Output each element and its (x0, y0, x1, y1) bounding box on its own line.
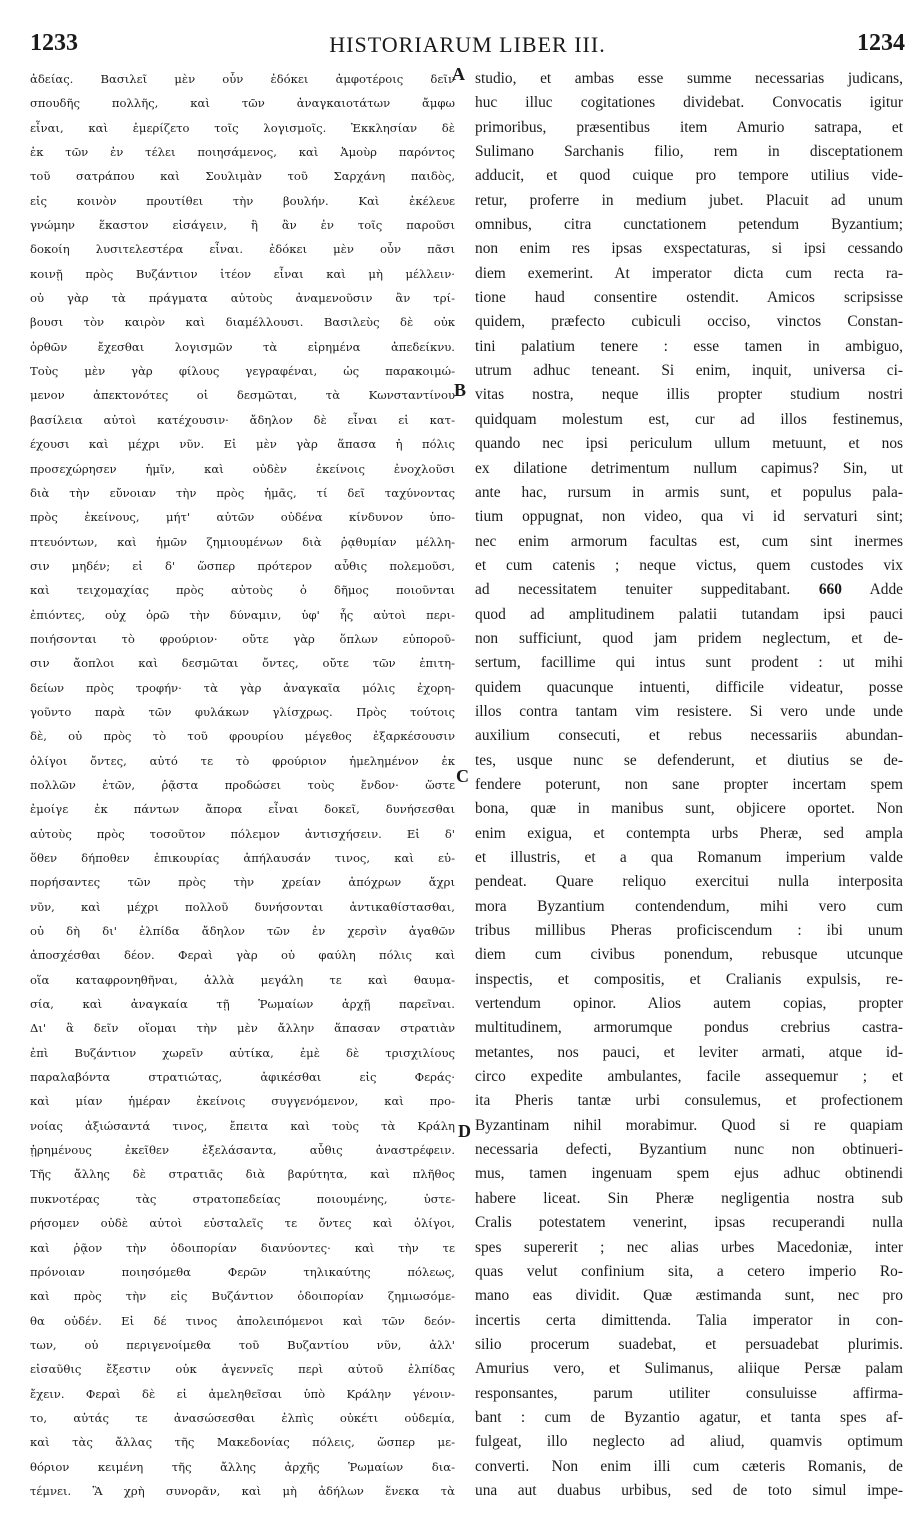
greek-text-line: ἐμοίγε ἐκ πάντων ἄπορα εἶναι δοκεῖ, δυνήσεσθαι (30, 802, 455, 817)
latin-text-line: illos contra tantam vim resistere. Si vero unde unde (475, 702, 903, 720)
latin-text-line: et illustris, et a qua Romanum imperium valde (475, 849, 903, 866)
latin-text-line: diem exemerint. At imperator dicta cum recta ra- (475, 264, 903, 282)
greek-text-line: αὐτοὺς πρὸς τοσοῦτον πόλεμον ἀντισχήσειν. Εἰ δ' (30, 826, 455, 841)
latin-text-line: mora Byzantium contendendum, mihi vero cum (475, 897, 903, 915)
greek-text-line: νῦν, καὶ μέχρι πολλοῦ δυνήσονται ἀντικαθίστασθαι, (30, 899, 455, 914)
greek-text-line: ἐκ τῶν ἐν τέλει ποιησάμενος, καὶ Ἀμοὺρ παρόντος (30, 145, 455, 160)
greek-text-line: πρόνοιαν ποιησόμεθα Φερῶν τηλικαύτης πόλεως, (30, 1264, 455, 1279)
latin-text-line: Byzantinam nihil morabimur. Quod si re quapiam (475, 1116, 903, 1134)
latin-text-line: bant : cum de Byzantio agatur, et tanta spes af- (475, 1408, 903, 1426)
latin-column (475, 67, 903, 1503)
latin-text-line: spes supererit ; nec alias urbes Macedoniæ, inter (475, 1238, 903, 1256)
latin-text-line: enim exigua, et contempta urbs Pheræ, sed ampla (475, 824, 903, 842)
greek-text-line: ᾑρημένους ἐκεῖθεν ἐξελάσαντα, αὖθις ἀναστρέφειν. (30, 1143, 455, 1158)
greek-text-line: Τοὺς μὲν γὰρ φίλους γεγραφέναι, ὡς παρακοιμώ- (30, 364, 455, 379)
latin-text-line: primoribus, præsentibus item Amurio satrapa, et (475, 118, 903, 136)
greek-text-line: παραλαβόντα στρατιώτας, ἀφικέσθαι εἰς Φεράς· (30, 1070, 455, 1085)
latin-text-line: mus, tamen ingenuam spem ejus adhuc obtinendi (475, 1165, 903, 1183)
latin-text-line: non sufficiunt, quod jam pridem neglectum, et de- (475, 629, 903, 647)
greek-text-line: καὶ τὰς ἄλλας τῆς Μακεδονίας πόλεις, ὥσπερ με- (30, 1435, 455, 1450)
greek-column (30, 67, 455, 1503)
latin-text-line: una aut duabus urbibus, sed de toto simul impe- (475, 1481, 903, 1499)
left-page-number: 1233 (30, 30, 78, 56)
latin-text-line: quando nec ipsi periculum ullum metuunt, et nos (475, 435, 903, 453)
latin-text-line: habere liceat. Sin Pheræ negligentia nostra sub (475, 1189, 903, 1207)
latin-text-line: inspectis, et compositis, et Cralianis expulsis, re- (475, 970, 903, 988)
latin-text-line: circo expedite ambulantes, facile assequemur ; et (475, 1068, 903, 1086)
greek-text-line: μενον ἀπεκτονότες οἱ δεσμῶται, τὰ Κωνσταντίνου (30, 388, 455, 403)
greek-text-line: των, οὐ περιγενοίμεθα τοῦ Βυζαντίου νῦν, ἀλλ' (30, 1337, 455, 1352)
greek-text-line: εἶναι, καὶ ἐμερίζετο τοῖς λογισμοῖς. Ἐκκλησίαν δὲ (30, 120, 455, 135)
latin-text-line: quidquam molestum est, cur ad illos festinemus, (475, 410, 903, 428)
greek-text-line: ρήσομεν οὐδὲ αὐτοὶ εὐσταλεῖς τε ὄντες καὶ ὀλίγοι, (30, 1216, 455, 1231)
margin-marker-a: A (452, 64, 465, 84)
folio-marker: 660 (818, 581, 842, 599)
latin-text-line: necessaria defecti, Byzantium nunc non obtinueri- (475, 1141, 903, 1159)
greek-text-line: βασίλεια αὐτοὶ κατέχουσιν· ἄδηλον δὲ εἶναι εἰ κατ- (30, 412, 455, 427)
greek-text-line: προσεχώρησεν ἡμῖν, καὶ οὐδὲν ἐκείνοις ἐνοχλοῦσι (30, 461, 455, 476)
latin-text-line: utrum adhuc teneant. Si enim, inquit, universa ci- (475, 362, 903, 380)
latin-text-line: Sulimano Sarchanis filio, rem in disceptationem (475, 143, 903, 161)
latin-text-line: vertendum opinor. Alios autem copias, propter (475, 995, 903, 1013)
greek-text-line: οὐ δὴ δι' ἐλπίδα ἄδηλον τῶν ἐν χερσὶν ἀγαθῶν (30, 924, 455, 939)
running-title: HISTORIARUM LIBER III. (329, 32, 606, 57)
margin-marker-b: B (454, 380, 467, 400)
greek-text-line: ὀλίγοι ὄντες, αὐτό τε τὸ φρούριον ἠμελημένον ἐκ (30, 753, 455, 768)
latin-text-line: auxilium consecuti, et rebus necessariis abundan- (475, 727, 903, 745)
latin-text-line: ex dilatione detrimentum nullum capimus? Sin, ut (475, 459, 903, 477)
greek-text-line: θόριον κειμένη τῆς ἄλλης ἀρχῆς Ῥωμαίων δια- (30, 1459, 455, 1474)
latin-text-fragment: ad necessitatem tenuiter suppeditabant. (475, 581, 791, 599)
latin-text-line: studio, et ambas esse summe necessarias judicans, (475, 70, 903, 87)
latin-text-line: tione haud consentire ostendit. Amicos scripsisse (475, 289, 903, 307)
latin-text-line: vitas nostra, neque illis propter studium nostri (475, 386, 903, 404)
greek-text-line: ἐπιόντες, οὐχ ὁρῶ τὴν δύναμιν, ὑφ' ἧς αὐτοὶ περι- (30, 607, 455, 622)
latin-text-line: omnibus, citra cunctationem petendum Byzantium; (475, 216, 903, 234)
latin-text-line: metantes, nos pauci, et leviter armati, atque id- (475, 1043, 903, 1061)
latin-text-line: multitudinem, armorumque pondus crebrius castra- (475, 1019, 903, 1037)
greek-text-line: εἰσαῦθις ἔξεστιν οὐκ ἀγεννεῖς περὶ αὐτοῦ ἐλπίδας (30, 1362, 455, 1377)
greek-text-line: πρὸς ἐκείνους, μήτ' αὐτῶν οὐδένα κίνδυνον ὑπο- (30, 510, 455, 525)
greek-text-line: πτευόντων, καὶ ἡμῶν ζημιουμένων διὰ ῥᾳθυμίαν μέλλη- (30, 534, 455, 549)
greek-text-line: ἀποσχέσθαι δέον. Φεραὶ γὰρ οὐ φαύλη πόλις καὶ (30, 948, 455, 963)
greek-text-line: Δι' ἃ δεῖν οἴομαι τὴν μὲν ἄλλην ἅπασαν στρατιὰν (30, 1021, 455, 1036)
greek-text-line: σία, καὶ ἀναγκαία τῇ Ῥωμαίων ἀρχῇ παρεῖναι. (30, 997, 455, 1012)
latin-text-line: converti. Non enim illi cum cæteris Romanis, de (475, 1457, 903, 1475)
greek-text-line: γοῦντο παρὰ τῶν φυλάκων γλίσχρως. Πρὸς τούτοις (30, 704, 455, 719)
greek-text-line: διὰ τὴν εὔνοιαν τὴν πρὸς ἡμᾶς, τί δεῖ ταχύνοντας (30, 485, 455, 500)
greek-text-line: πυκνοτέρας τὰς στρατοπεδείας ποιουμένης, ὑστε- (30, 1191, 455, 1206)
greek-text-line: γνώμην ἕκαστον εἰσάγειν, ἣ ἂν ἐν τοῖς παροῦσι (30, 218, 455, 233)
greek-text-line: πολλῶν ἐτῶν, ῥᾷστα προδώσει τοὺς ἔνδον· ὥστε (30, 777, 455, 792)
latin-text-line: pendeat. Quare reliquo exercitui nulla interposita (475, 873, 903, 891)
latin-text-fragment: Adde (869, 581, 903, 599)
right-page-number: 1234 (857, 30, 905, 56)
latin-text-line: incertis certa dimittenda. Talia imperator in con- (475, 1311, 903, 1329)
greek-text-line: ὀρθῶν ἔχεσθαι λογισμῶν τὰ εἰρημένα ἀπεδείκνυ. (30, 339, 455, 354)
greek-text-line: δείων πρὸς τροφήν· τὰ γὰρ ἀναγκαῖα μόλις ἐχορη- (30, 680, 455, 695)
greek-text-line: ὅθεν δήποθεν ἐπικουρίας ἀπήλαυσάν τινος, καὶ εὐ- (30, 851, 455, 865)
latin-text-line: quidem quacunque intuenti, difficile videatur, posse (475, 678, 903, 696)
latin-text-line: diem cum civibus ponendum, rebusque utcunque (475, 946, 903, 964)
greek-text-line: καὶ ῥᾷον τὴν ὁδοιπορίαν διανύοντες· καὶ τὴν τε (30, 1240, 455, 1255)
margin-marker-c: C (456, 766, 469, 786)
running-header (30, 30, 905, 60)
latin-text-line: non enim res ipsas exspectaturas, si ipsi cessando (475, 240, 903, 258)
latin-text-line: tini palatium tenere : esse tamen in ambiguo, (475, 337, 903, 355)
greek-text-line: σιν ἄοπλοι καὶ δεσμῶται ὄντες, οὔτε τῶν ἐπιτη- (30, 656, 455, 671)
greek-text-line: Τῆς ἄλλης δὲ στρατιᾶς διὰ βαρύτητα, καὶ πλῆθος (30, 1167, 455, 1182)
latin-text-line: retur, proferre in medium jubet. Placuit ad unum (475, 191, 903, 209)
latin-text-line: quidem, præfecto cubiculi occiso, vinctos Constan- (475, 313, 903, 331)
latin-text-line: quas velut confinium sita, a cetero imperio Ro- (475, 1262, 903, 1280)
latin-text-line: huc illuc cogitationes dividebat. Convocatis igitur (475, 94, 903, 112)
latin-text-line: fulgeat, illo neglecto ad aliud, quamvis optimum (475, 1433, 903, 1451)
latin-text-line: adducit, et quod cuique pro tempore utilius vide- (475, 167, 903, 185)
greek-text-line: καὶ μίαν ἡμέραν ἐκείνοις συγγενόμενον, καὶ προ- (30, 1094, 455, 1109)
greek-text-line: ἔχειν. Φεραὶ δὲ εἰ ἀμεληθεῖσαι ὑπὸ Κράλην γένοιν- (30, 1386, 455, 1401)
greek-text-line: ἀδείας. Βασιλεῖ μὲν οὖν ἐδόκει ἀμφοτέροις δεῖν (30, 72, 455, 86)
latin-text-line: tium oppugnat, non video, qua vi id servaturi sint; (475, 508, 903, 526)
greek-text-line: έχουσι καὶ μέχρι νῦν. Εἰ μὲν γὰρ ἅπασα ἡ πόλις (30, 437, 455, 452)
greek-text-line: πορήσαντες τῶν πρὸς τὴν χρείαν ἀπόχρων ἄχρι (30, 875, 455, 890)
latin-text-line: nec enim armorum facultas est, cum sint inermes (475, 532, 903, 550)
greek-text-line: το, αὐτάς τε ἀνασώσεσθαι ἐλπὶς οὐκέτι οὐδεμία, (30, 1410, 455, 1425)
greek-text-line: ἐπὶ Βυζάντιον χωρεῖν αὐτίκα, ἐμὲ δὲ τρισχιλίους (30, 1045, 455, 1060)
greek-text-line: βουσι τὸν καιρὸν καὶ διαμέλλουσι. Βασιλεὺς δὲ οὐκ (30, 315, 455, 330)
latin-text-line: Amurius vero, et Sulimanus, aliique Persæ palam (475, 1360, 903, 1378)
latin-text-line: tribus millibus Pheras proficiscendum : ibi unum (475, 922, 903, 940)
latin-text-line: ante hac, rursum in armis sunt, et populus pala- (475, 483, 903, 501)
greek-text-line: θα οὐδέν. Εἰ δέ τινος ἀπολειπόμενοι καὶ τῶν δεόν- (30, 1313, 455, 1328)
latin-text-line: ita Pheris tantæ urbi consulemus, et profectionem (475, 1092, 903, 1110)
latin-text-line: et cum catenis ; neque victus, quem custodes vix (475, 556, 903, 574)
latin-text-line: quod ad amplitudinem palatii tutandam ipsi pauci (475, 605, 903, 623)
latin-text-line: fendere poterunt, non sane propter incertam spem (475, 775, 903, 793)
latin-text-line: bona, quæ in manibus sunt, objicere oportet. Non (475, 800, 903, 818)
greek-text-line: σπουδῆς πολλῆς, καὶ τῶν ἀναγκαιοτάτων ἄμφω (30, 96, 455, 111)
latin-text-line (475, 578, 903, 602)
greek-text-line: καὶ τειχομαχίας πρὸς αὐτοὺς ὁ δῆμος ποιοῦνται (30, 583, 455, 598)
greek-text-line: δὲ, οὐ πρὸς τὸ τοῦ φρουρίου μέγεθος ἐξαρκέσουσιν (30, 729, 455, 744)
greek-text-line: σιν μηδέν; εἰ δ' ὥσπερ πρότερον αὖθις πολεμοῦσι, (30, 558, 455, 573)
greek-text-line: οἵα καταφρονηθῆναι, ἀλλὰ μεγάλη τε καὶ θαυμα- (30, 972, 455, 987)
greek-text-line: οὐ γὰρ τὰ πράγματα αὐτοὺς ἀναμενοῦσιν ἂν τρί- (30, 291, 455, 306)
latin-text-line: Cralis potestatem venerint, ipsas recuperandi nulla (475, 1214, 903, 1232)
greek-text-line: νοίας ἀξιώσαντά τινος, ἔπειτα καὶ τοὺς τὰ Κράλη (30, 1118, 455, 1133)
greek-text-line: ποιήσονται τὸ φρούριον· οὔτε γὰρ ὅπλων εὐποροῦ- (30, 631, 455, 646)
latin-text-line: tes, usque nunc se defenderunt, et diutius se de- (475, 751, 903, 769)
greek-text-line: καὶ πρὸς τὴν εἰς Βυζάντιον ὁδοιπορίαν ζημιωσόμε- (30, 1289, 455, 1304)
greek-text-line: τοῦ σατράπου καὶ Σουλιμὰν τοῦ Σαρχάνη παιδὸς, (30, 169, 455, 184)
greek-text-line: εἰς κοινὸν προυτίθει τὴν βουλήν. Καὶ ἐκέλευε (30, 193, 455, 208)
latin-text-line: responsantes, parum utiliter consuluisse affirma- (475, 1384, 903, 1402)
margin-marker-d: D (458, 1121, 471, 1141)
latin-text-line: silio procerum suadebat, et persuadebat plurimis. (475, 1335, 903, 1353)
greek-text-line: τέμνει. Ἃ χρὴ συνορᾶν, καὶ μὴ ἀδήλων ἕνεκα τὰ (30, 1483, 455, 1498)
latin-text-line: mano eas dividit. Quæ æstimanda sunt, nec pro (475, 1287, 903, 1305)
greek-text-line: δοκοίη λυσιτελεστέρα εἶναι. ἐδόκει μὲν οὖν πᾶσι (30, 242, 455, 257)
greek-text-line: κοινῇ πρὸς Βυζάντιον ἰτέον εἶναι καὶ μὴ μέλλειν· (30, 266, 455, 281)
latin-text-line: sertum, facillime qui intus sunt prodent : ut mihi (475, 654, 903, 672)
